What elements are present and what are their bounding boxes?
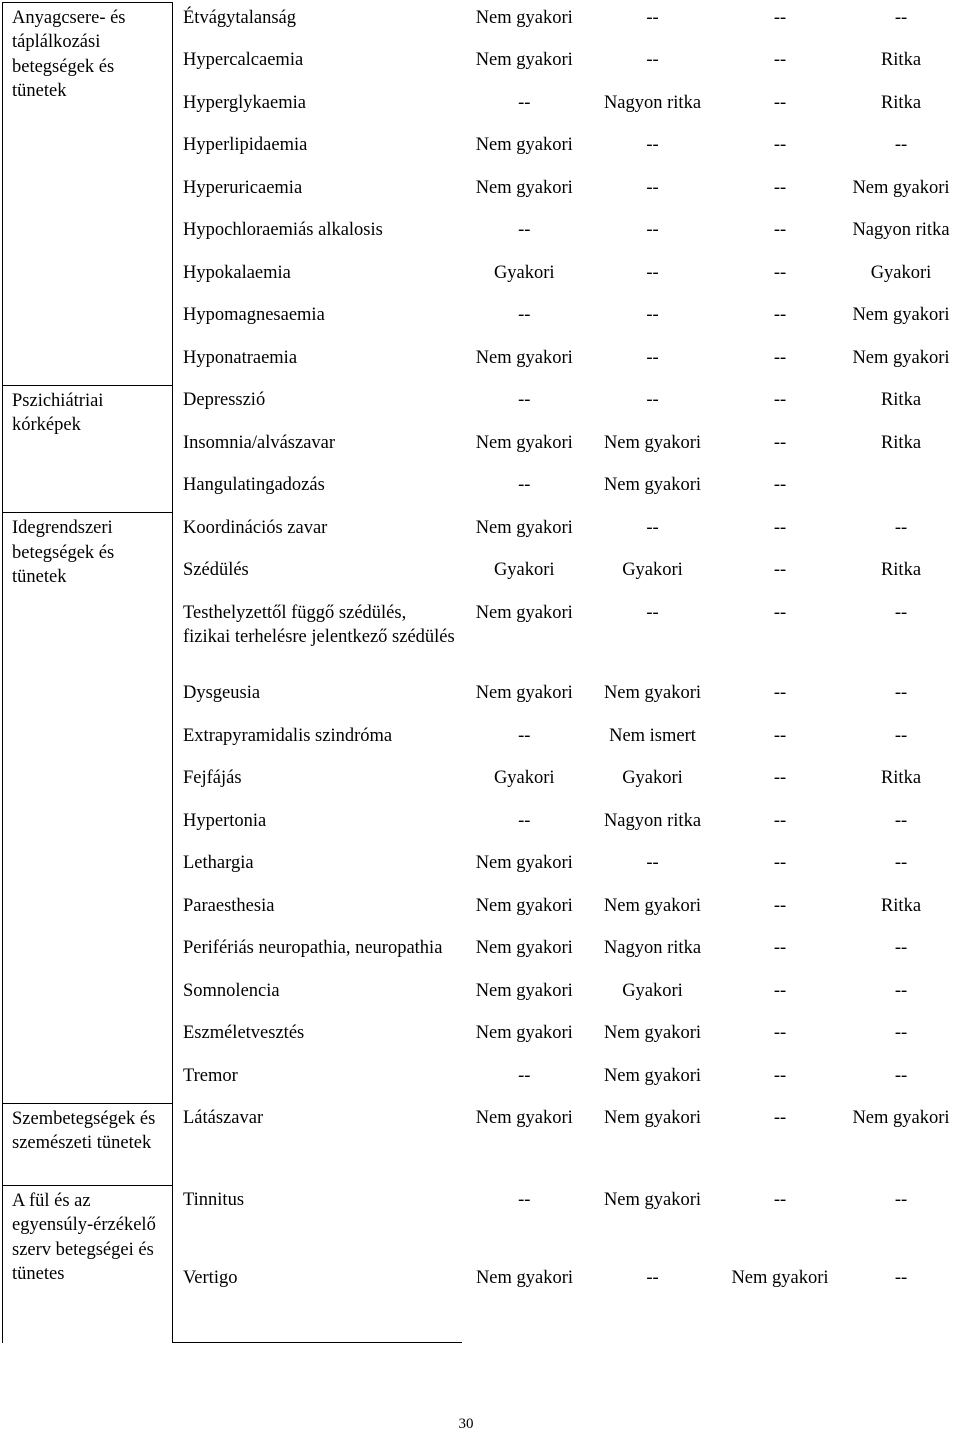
frequency-cell: --	[773, 92, 787, 113]
frequency-cell: Nem gyakori	[475, 853, 573, 874]
adverse-reactions-table	[2, 2, 960, 1343]
organ-system-cell: Pszichiátriai kórképek	[3, 385, 173, 513]
frequency-cell: --	[773, 980, 787, 1001]
frequency-cell: Nem gyakori	[731, 1267, 829, 1288]
reaction-term-cell: Insomnia/alvászavar	[183, 432, 336, 453]
frequency-cell: Nem gyakori	[475, 1108, 573, 1129]
organ-system-cell: A fül és az egyensúly-érzékelő szerv betegségei és tünetes	[3, 1185, 173, 1342]
frequency-cell: --	[773, 7, 787, 28]
frequency-cell: --	[773, 432, 787, 453]
frequency-cell: --	[646, 1267, 659, 1288]
frequency-cell: Nem gyakori	[475, 895, 573, 916]
frequency-cell: Nem gyakori	[475, 517, 573, 538]
frequency-cell	[843, 470, 960, 513]
reaction-term-cell: Fejfájás	[183, 768, 242, 789]
frequency-cell: --	[773, 390, 787, 411]
frequency-cell: Gyakori	[622, 768, 683, 789]
frequency-cell: --	[894, 1267, 908, 1288]
frequency-cell: Nem gyakori	[603, 1190, 702, 1211]
reaction-term-cell: Hyperuricaemia	[183, 177, 303, 198]
organ-system-cell: Idegrendszeri betegségek és tünetek	[3, 513, 173, 1104]
frequency-cell: --	[894, 135, 908, 156]
frequency-cell: Nem gyakori	[603, 895, 702, 916]
frequency-cell: --	[894, 1190, 908, 1211]
frequency-cell: Gyakori	[622, 980, 683, 1001]
frequency-cell: Ritka	[880, 390, 922, 411]
table-body	[3, 3, 960, 1343]
frequency-cell: --	[894, 938, 908, 959]
frequency-cell: --	[773, 1065, 787, 1086]
frequency-cell: Gyakori	[493, 768, 555, 789]
reaction-term-cell: Étvágytalanság	[183, 7, 297, 28]
frequency-cell: Nem gyakori	[475, 683, 573, 704]
frequency-cell: Nem gyakori	[603, 1023, 702, 1044]
frequency-cell: --	[894, 7, 908, 28]
frequency-cell: --	[518, 220, 531, 241]
reaction-term-cell: Hyperlipidaemia	[183, 135, 308, 156]
frequency-cell: Nagyon ritka	[852, 220, 950, 241]
reaction-term-cell: Depresszió	[183, 390, 266, 411]
reaction-term-cell: Eszméletvesztés	[183, 1023, 305, 1044]
frequency-cell: --	[894, 517, 908, 538]
frequency-cell: --	[518, 92, 531, 113]
frequency-cell: Nem gyakori	[603, 1108, 702, 1129]
frequency-cell: --	[894, 683, 908, 704]
reaction-term-cell: Hypomagnesaemia	[183, 305, 325, 326]
frequency-cell: --	[773, 938, 787, 959]
frequency-cell: Ritka	[880, 768, 922, 789]
frequency-cell: Nem gyakori	[475, 1023, 573, 1044]
frequency-cell: Gyakori	[622, 560, 683, 581]
frequency-cell: Nagyon ritka	[603, 92, 702, 113]
reaction-term-cell: Perifériás neuropathia, neuropathia	[183, 938, 443, 959]
reaction-term-cell: Hyperglykaemia	[183, 92, 306, 113]
frequency-cell: Nem gyakori	[475, 50, 573, 71]
frequency-cell: --	[773, 602, 787, 623]
frequency-cell: --	[773, 683, 787, 704]
page-number: 30	[458, 1416, 474, 1432]
frequency-cell: --	[894, 810, 908, 831]
frequency-cell: --	[518, 810, 531, 831]
frequency-cell: --	[773, 1023, 787, 1044]
frequency-cell: Gyakori	[493, 560, 555, 581]
frequency-cell: --	[894, 1065, 908, 1086]
frequency-cell: Nem gyakori	[603, 683, 702, 704]
frequency-cell: --	[773, 50, 787, 71]
frequency-cell: Nem gyakori	[852, 347, 950, 368]
frequency-cell: --	[773, 1190, 787, 1211]
reaction-term-cell: Vertigo	[173, 1263, 462, 1343]
frequency-cell: --	[773, 305, 787, 326]
frequency-cell: --	[894, 725, 908, 746]
frequency-cell: Nem gyakori	[475, 135, 573, 156]
reaction-term-cell: Testhelyzettől függő szédülés, fizikai terhelésre jelentkező szédülés	[183, 602, 455, 648]
frequency-cell: --	[646, 177, 659, 198]
frequency-cell: Ritka	[880, 432, 922, 453]
frequency-cell: --	[646, 853, 659, 874]
frequency-cell: --	[773, 560, 787, 581]
reaction-term-cell: Koordinációs zavar	[183, 517, 328, 538]
frequency-cell: --	[518, 475, 531, 496]
frequency-cell: --	[646, 517, 659, 538]
reaction-term-cell: Hypertonia	[183, 810, 267, 831]
table-row	[3, 3, 960, 46]
frequency-cell: Nem gyakori	[603, 475, 702, 496]
reaction-term-cell: Paraesthesia	[183, 895, 275, 916]
frequency-cell: Nem gyakori	[475, 602, 573, 623]
frequency-cell: Nagyon ritka	[603, 810, 702, 831]
table-row	[3, 1185, 960, 1263]
frequency-cell: --	[773, 475, 787, 496]
reaction-term-cell: Hypokalaemia	[183, 262, 291, 283]
frequency-cell: --	[646, 262, 659, 283]
frequency-cell: --	[894, 1023, 908, 1044]
frequency-cell: --	[894, 853, 908, 874]
frequency-cell: --	[773, 895, 787, 916]
frequency-cell: Nem gyakori	[475, 7, 573, 28]
frequency-cell: --	[646, 50, 659, 71]
frequency-cell: Nem gyakori	[603, 1065, 702, 1086]
organ-system-cell: Anyagcsere- és táplálkozási betegségek és tünetek	[3, 3, 173, 386]
frequency-cell: Nem gyakori	[475, 938, 573, 959]
frequency-cell: --	[894, 602, 908, 623]
frequency-cell: --	[646, 135, 659, 156]
frequency-cell: --	[646, 220, 659, 241]
frequency-cell: --	[773, 135, 787, 156]
reaction-term-cell: Somnolencia	[183, 980, 280, 1001]
frequency-cell: Gyakori	[493, 262, 555, 283]
frequency-cell: Nagyon ritka	[603, 938, 702, 959]
reaction-term-cell: Hangulatingadozás	[183, 475, 325, 496]
frequency-cell: --	[518, 390, 531, 411]
frequency-cell: --	[518, 1190, 531, 1211]
frequency-cell: Ritka	[880, 50, 922, 71]
frequency-cell: --	[518, 1065, 531, 1086]
frequency-cell: --	[773, 853, 787, 874]
reaction-term-cell: Hypercalcaemia	[183, 50, 304, 71]
reaction-term-cell: Extrapyramidalis szindróma	[183, 725, 393, 746]
frequency-cell: --	[773, 177, 787, 198]
frequency-cell: --	[646, 305, 659, 326]
frequency-cell: --	[646, 7, 659, 28]
frequency-cell: Nem ismert	[609, 725, 696, 746]
table-row	[3, 1103, 960, 1185]
frequency-cell: Nem gyakori	[475, 1267, 574, 1288]
organ-system-cell: Szembetegségek és szemészeti tünetek	[3, 1103, 173, 1185]
frequency-cell: Nem gyakori	[852, 177, 950, 198]
frequency-cell: --	[773, 220, 787, 241]
reaction-term-cell: Hyponatraemia	[183, 347, 298, 368]
frequency-cell: Ritka	[880, 92, 922, 113]
frequency-cell: Nem gyakori	[475, 347, 573, 368]
frequency-cell: --	[773, 517, 787, 538]
table-row	[3, 385, 960, 428]
reaction-term-cell: Szédülés	[183, 560, 249, 581]
frequency-cell: --	[773, 768, 787, 789]
frequency-cell: Gyakori	[870, 262, 932, 283]
frequency-cell: Ritka	[880, 895, 922, 916]
reaction-term-cell: Tremor	[183, 1065, 238, 1086]
frequency-cell: --	[773, 262, 787, 283]
frequency-cell: Nem gyakori	[852, 305, 950, 326]
frequency-cell: Nem gyakori	[475, 432, 573, 453]
frequency-cell: Nem gyakori	[852, 1108, 950, 1129]
frequency-cell: --	[773, 725, 787, 746]
frequency-cell: --	[646, 602, 659, 623]
frequency-cell: Nem gyakori	[475, 980, 573, 1001]
frequency-cell: --	[894, 980, 908, 1001]
frequency-cell: --	[773, 347, 787, 368]
frequency-cell: --	[773, 1108, 787, 1129]
frequency-cell: --	[773, 810, 787, 831]
table-row	[3, 513, 960, 556]
reaction-term-cell: Tinnitus	[183, 1190, 245, 1211]
frequency-cell: Nem gyakori	[475, 177, 573, 198]
reaction-term-cell: Látászavar	[183, 1108, 264, 1129]
reaction-term-cell: Dysgeusia	[183, 683, 261, 704]
frequency-cell: --	[518, 305, 531, 326]
reaction-term-cell: Lethargia	[183, 853, 254, 874]
reaction-term-cell: Hypochloraemiás alkalosis	[183, 220, 383, 241]
frequency-cell: --	[646, 390, 659, 411]
frequency-cell: --	[646, 347, 659, 368]
frequency-cell: Nem gyakori	[603, 432, 702, 453]
frequency-cell: --	[518, 725, 531, 746]
frequency-cell: Ritka	[880, 560, 922, 581]
